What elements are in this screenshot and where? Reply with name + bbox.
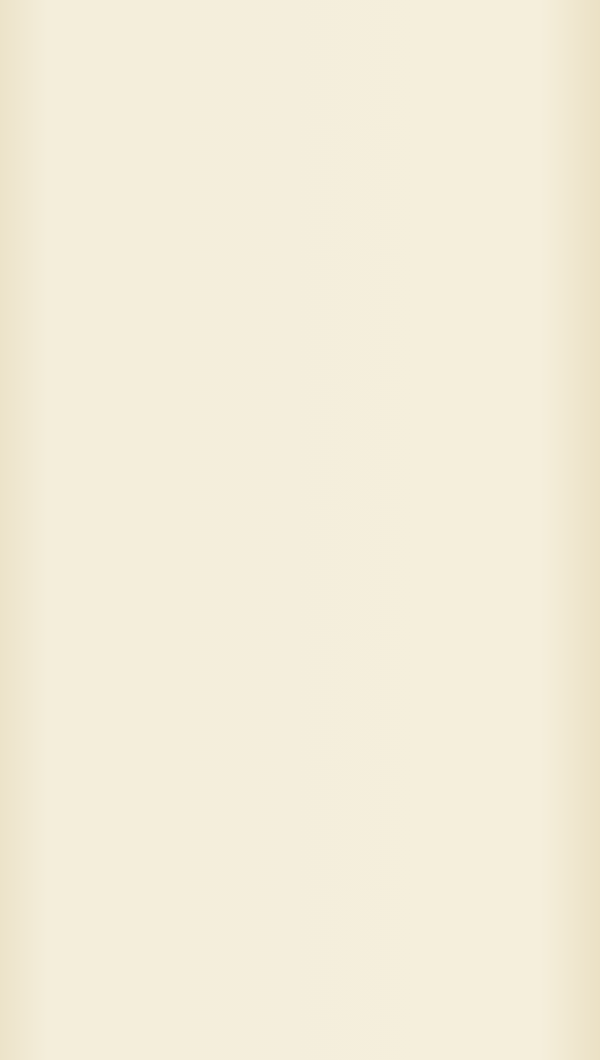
ornamental-divider	[70, 570, 568, 608]
